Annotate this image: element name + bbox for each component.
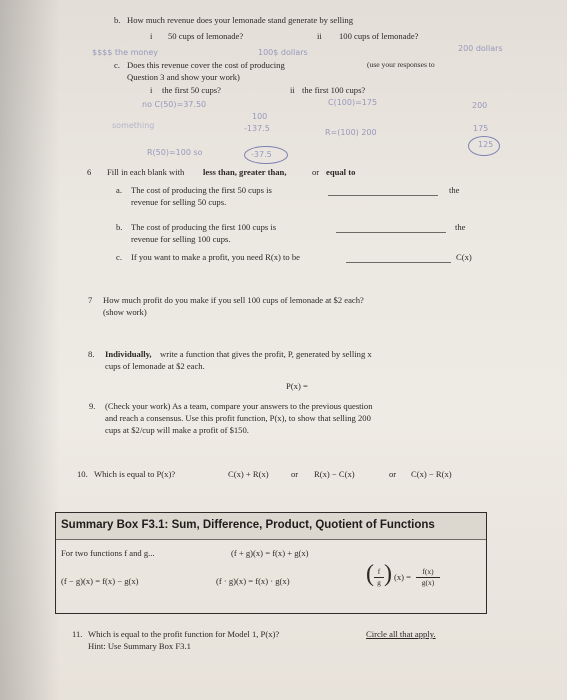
summary-quotient-paren-right: ) xyxy=(384,561,392,587)
q9-number: 9. xyxy=(89,401,96,411)
q-c-hw-cost50: no C(50)=37.50 xyxy=(142,100,207,109)
q-c-hw-175: 175 xyxy=(473,124,489,133)
q6-number: 6 xyxy=(87,167,92,177)
q6-a-text-2: revenue for selling 50 cups. xyxy=(131,197,227,207)
q-c-hw-200: 200 xyxy=(472,101,488,110)
summary-product-rule: (f · g)(x) = f(x) · g(x) xyxy=(216,576,290,586)
q-c-number: c. xyxy=(114,60,120,70)
q-b-ii-text: 100 cups of lemonade? xyxy=(339,31,419,41)
q11-hint: Hint: Use Summary Box F3.1 xyxy=(88,641,191,651)
q6-a-label: a. xyxy=(116,185,122,195)
q6-c-label: c. xyxy=(116,252,122,262)
q9-text: (Check your work) As a team, compare your answers to the previous question xyxy=(105,401,373,411)
q11-text: Which is equal to the profit function for Model 1, P(x)? xyxy=(88,629,280,639)
q10-option-1[interactable]: C(x) + R(x) xyxy=(228,469,269,479)
q6-c-text: If you want to make a profit, you need R(x) to be xyxy=(131,252,300,262)
q8-px: P(x) = xyxy=(286,381,308,391)
q-c-text: Does this revenue cover the cost of producing xyxy=(127,60,285,70)
q7-text: How much profit do you make if you sell 100 cups of lemonade at $2 each? xyxy=(103,295,364,305)
q-c-hw-scribble: something xyxy=(112,121,155,130)
q-c-hw-circle-right xyxy=(468,136,500,156)
q6-b-text: The cost of producing the first 100 cups is xyxy=(131,222,277,232)
q-c-hw-revenue100: R=(100) 200 xyxy=(325,128,377,137)
q-b-handwriting-mid: 100$ dollars xyxy=(258,48,308,57)
q10-option-3[interactable]: C(x) − R(x) xyxy=(411,469,452,479)
q10-number: 10. xyxy=(77,469,88,479)
q-c-text-paren: (use your responses to xyxy=(367,60,435,69)
summary-intro: For two functions f and g... xyxy=(61,548,155,558)
q-b-i-label: i xyxy=(150,31,153,41)
q-c-i-label: i xyxy=(150,85,153,95)
q-c-hw-125: 125 xyxy=(478,140,494,149)
q-c-hw-circle-left xyxy=(244,146,288,164)
summary-difference-rule: (f − g)(x) = f(x) − g(x) xyxy=(61,576,139,586)
q-c-hw-cost100: C(100)=175 xyxy=(328,98,378,107)
q8-text-2: cups of lemonade at $2 each. xyxy=(105,361,205,371)
q-c-ii-text: the first 100 cups? xyxy=(302,85,366,95)
q-b-number: b. xyxy=(114,15,121,25)
q-c-i-text: the first 50 cups? xyxy=(162,85,221,95)
q8-text-a: Individually, xyxy=(105,349,152,359)
q6-b-the: the xyxy=(455,222,466,232)
q7-number: 7 xyxy=(88,295,93,305)
q6-text-b: less than, greater than, xyxy=(203,167,287,177)
q9-text-2: and reach a consensus. Use this profit function, P(x), to show that selling 200 xyxy=(105,413,371,423)
summary-quotient-x: (x) = xyxy=(394,572,412,582)
q6-a-the: the xyxy=(449,185,460,195)
q6-text-a: Fill in each blank with xyxy=(107,167,185,177)
summary-sum-rule: (f + g)(x) = f(x) + g(x) xyxy=(231,548,309,558)
q-c-ii-label: ii xyxy=(290,85,295,95)
q6-b-blank[interactable] xyxy=(336,232,446,233)
q-b-ii-label: ii xyxy=(317,31,322,41)
q10-option-2[interactable]: R(x) − C(x) xyxy=(314,469,355,479)
summary-box-title: Summary Box F3.1: Sum, Difference, Product, Quotient of Functions xyxy=(61,519,435,531)
summary-quotient-numerator: f(x) xyxy=(422,567,434,576)
q11-circle-all: Circle all that apply. xyxy=(366,629,436,639)
q8-number: 8. xyxy=(88,349,95,359)
summary-quotient-denominator: g(x) xyxy=(421,578,435,587)
q-c-text-2: Question 3 and show your work) xyxy=(127,72,240,82)
q6-a-blank[interactable] xyxy=(328,195,438,196)
summary-quotient-f: f xyxy=(377,567,381,576)
q9-text-3: cups at $2/cup will make a profit of $150. xyxy=(105,425,249,435)
q-c-hw-minus-37: -37.5 xyxy=(251,150,272,159)
q10-or-2: or xyxy=(389,469,397,479)
q6-b-label: b. xyxy=(116,222,123,232)
q6-c-blank[interactable] xyxy=(346,262,451,263)
q8-text-b: write a function that gives the profit, P, generated by selling x xyxy=(160,349,372,359)
q-b-i-text: 50 cups of lemonade? xyxy=(168,31,244,41)
q-c-hw-revenue50: R(50)=100 so xyxy=(147,148,203,157)
q-b-handwriting-right: 200 dollars xyxy=(458,44,503,53)
page-shadow xyxy=(0,0,60,700)
summary-box xyxy=(55,512,487,614)
q6-a-text: The cost of producing the first 50 cups is xyxy=(131,185,272,195)
q-b-text: How much revenue does your lemonade stand generate by selling xyxy=(127,15,353,25)
q6-text-d: equal to xyxy=(326,167,356,177)
q-b-handwriting-left: $$$$ the money xyxy=(92,48,158,57)
q-c-hw-minus-137: -137.5 xyxy=(244,124,270,133)
q7-text-2: (show work) xyxy=(103,307,147,317)
q6-c-end: C(x) xyxy=(456,252,472,262)
q6-b-text-2: revenue for selling 100 cups. xyxy=(131,234,231,244)
q10-or-1: or xyxy=(291,469,299,479)
q-c-hw-100: 100 xyxy=(252,112,268,121)
summary-quotient-paren-left: ( xyxy=(366,561,374,587)
q6-text-c: or xyxy=(312,167,320,177)
q11-number: 11. xyxy=(72,629,83,639)
summary-quotient-g: g xyxy=(377,578,381,587)
q10-text: Which is equal to P(x)? xyxy=(94,469,176,479)
